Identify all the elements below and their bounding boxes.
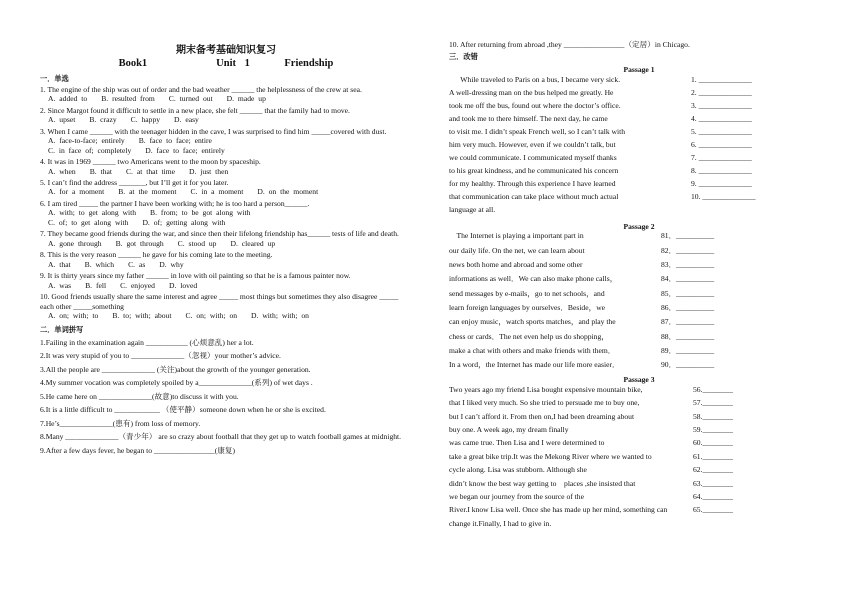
line-text: informations as well．We can also make phone calls，: [449, 274, 618, 284]
line-text: The Internet is playing a important part in: [449, 231, 584, 241]
option[interactable]: D. loved: [168, 280, 198, 290]
line-text: River.I know Lisa well. Once she has made up her mind, something can: [449, 505, 668, 515]
passage-line: [449, 303, 829, 317]
line-text: language at all.: [449, 204, 496, 214]
passage-line: [449, 519, 829, 532]
spelling-item: 8.Many ______________（青少年） are so crazy about football that they get up to watch football games at midnight.: [40, 432, 402, 442]
option[interactable]: D. with; with; on: [251, 311, 309, 321]
line-text: him very much. However, even if we couldn’t talk, but: [449, 139, 616, 149]
line-text: learn foreign languages by ourselves．Beside，we: [449, 302, 606, 312]
passage-2-title: Passage 2: [623, 221, 655, 231]
passage-3-title: Passage 3: [623, 375, 655, 385]
answer-blank[interactable]: 81．__________: [661, 231, 715, 241]
answer-blank[interactable]: 82．__________: [661, 245, 715, 255]
passage-line: [449, 166, 829, 179]
section-heading-spelling: 二．单词拼写: [40, 324, 84, 334]
line-text: took me off the bus, found out where the doctor’s office.: [449, 100, 621, 110]
spelling-item: 5.He came here on ______________(故意)to discuss it with you.: [40, 391, 239, 401]
line-text: and took me to there himself. The next day, he came: [449, 113, 608, 123]
line-text: cycle along. Lisa was stubborn. Although she: [449, 465, 587, 475]
option[interactable]: A. added to: [48, 94, 88, 104]
passage-line: [449, 127, 829, 140]
passage-line: [449, 260, 829, 274]
passage-line: [449, 205, 829, 218]
question-options: [48, 136, 412, 155]
spelling-item: 1.Failing in the examination again ___________ (心烦意乱) her a lot.: [40, 337, 254, 347]
line-text: but I can’t afford it. From then on,I had been dreaming about: [449, 411, 635, 421]
spelling-item: 2.It was very stupid of you to ______________（忽视）your mother’s advice.: [40, 351, 281, 361]
answer-blank[interactable]: 4. ______________: [691, 113, 752, 123]
option[interactable]: A. upset: [48, 115, 76, 125]
page-subtitle: Book1 Unit 1 Friendship: [118, 58, 334, 69]
option[interactable]: B. at the moment: [118, 187, 177, 197]
answer-blank[interactable]: 3. ______________: [691, 100, 752, 110]
option[interactable]: C. enjoyed: [120, 280, 155, 290]
mcq-question: [40, 292, 412, 320]
option[interactable]: A. for a moment: [48, 187, 105, 197]
question-options: [48, 187, 412, 196]
passage-line: [449, 88, 829, 101]
mcq-question: [40, 127, 412, 155]
mcq-question: [40, 178, 412, 197]
line-text: In a word，the Internet has made our life more easier．: [449, 360, 620, 370]
question-stem: 6. I am tired _____ the partner I have been working with; he is too hard a person______.: [40, 198, 310, 208]
question-stem: 9. It is thirty years since my father ______ in love with oil painting so that he is a famous painter now.: [40, 271, 351, 281]
line-text: that communication can take place without much actual: [449, 191, 619, 201]
passage-line: [449, 179, 829, 192]
answer-blank[interactable]: 90．__________: [661, 360, 715, 370]
passage-line: [449, 438, 829, 451]
option[interactable]: B. crazy: [89, 115, 117, 125]
answer-blank[interactable]: 83．__________: [661, 260, 715, 270]
option[interactable]: B. face to face; entire: [138, 136, 212, 146]
page-title: 期末备考基础知识复习: [176, 45, 276, 56]
option[interactable]: D. of; getting along with: [142, 217, 226, 227]
mcq-question: [40, 250, 412, 269]
option[interactable]: A. on; with; to: [48, 311, 99, 321]
passage-line: [449, 412, 829, 425]
line-text: send messages by e-mails，go to net schools，and: [449, 288, 605, 298]
answer-blank[interactable]: 89．__________: [661, 345, 715, 355]
question-options: [48, 311, 412, 320]
passage-line: [449, 385, 829, 398]
option[interactable]: C. as: [128, 259, 146, 269]
passage-line: [449, 505, 829, 518]
option[interactable]: D. made up: [226, 94, 266, 104]
passage-line: [449, 346, 829, 360]
option[interactable]: B. fell: [85, 280, 107, 290]
option[interactable]: A. face-to-face; entirely: [48, 136, 125, 146]
line-text: While traveled to Paris on a bus, I became very sick.: [449, 74, 621, 84]
passage-line: [449, 192, 829, 205]
answer-blank[interactable]: 65.________: [693, 505, 733, 515]
question-options: [48, 167, 412, 176]
passage-line: [449, 246, 829, 260]
line-text: A well-dressing man on the bus helped me greatly. He: [449, 87, 614, 97]
line-text: for my healthy. Through this experience I have learned: [449, 178, 616, 188]
passage-line: [449, 274, 829, 288]
answer-blank[interactable]: 9. ______________: [691, 178, 752, 188]
answer-blank[interactable]: 60.________: [693, 438, 733, 448]
spelling-item: 9.After a few days fever, he began to ________________(康复): [40, 445, 235, 455]
option[interactable]: C. in a moment: [190, 187, 244, 197]
passage-line: [449, 317, 829, 331]
passage-1: [449, 75, 829, 218]
answer-blank[interactable]: 86．__________: [661, 302, 715, 312]
mcq-list: [40, 85, 412, 321]
option[interactable]: A. when: [48, 166, 76, 176]
option[interactable]: D. on the moment: [257, 187, 319, 197]
passage-line: [449, 425, 829, 438]
answer-blank[interactable]: 8. ______________: [691, 165, 752, 175]
answer-blank[interactable]: 61.________: [693, 451, 733, 461]
spelling-item: 6.It is a little difficult to ____________ （使平静）someone down when he or she is excited.: [40, 405, 326, 415]
option[interactable]: C. of; to get along with: [48, 217, 129, 227]
spelling-item: 3.All the people are ______________ (关注)about the growth of the younger generation.: [40, 364, 311, 374]
mcq-question: [40, 85, 412, 104]
option[interactable]: A. that: [48, 259, 71, 269]
question-options: [48, 208, 412, 227]
line-text: chess or cards．The net even help us do shopping，: [449, 331, 609, 341]
answer-blank[interactable]: 5. ______________: [691, 126, 752, 136]
answer-blank[interactable]: 63.________: [693, 478, 733, 488]
answer-blank[interactable]: 84．__________: [661, 274, 715, 284]
passage-line: [449, 465, 829, 478]
question-stem: 7. They became good friends during the war, and since then their lifelong friendship has______ tests of life and death.: [40, 229, 399, 239]
passage-3: [449, 385, 829, 532]
option[interactable]: B. resulted from: [101, 94, 155, 104]
answer-blank[interactable]: 7. ______________: [691, 152, 752, 162]
passage-line: [449, 479, 829, 492]
line-text: we could communicate. I communicated myself thanks: [449, 152, 617, 162]
passage-1-title: Passage 1: [623, 65, 655, 75]
question-options: [48, 94, 412, 103]
answer-blank[interactable]: 88．__________: [661, 331, 715, 341]
spelling-list: [40, 338, 412, 455]
option[interactable]: A. with; to get along with: [48, 208, 137, 218]
line-text: to his great kindness, and he communicated his concern: [449, 165, 619, 175]
line-text: we began our journey from the source of the: [449, 492, 584, 502]
question-stem: 4. It was in 1969 ______ two Americans went to the moon by spaceship.: [40, 157, 261, 167]
option[interactable]: C. stood up: [177, 238, 217, 248]
answer-blank[interactable]: 87．__________: [661, 317, 715, 327]
option[interactable]: C. on; with; on: [185, 311, 238, 321]
question-stem: 5. I can’t find the address _______, but I’ll get it for you later.: [40, 178, 229, 187]
option[interactable]: D. just then: [189, 166, 229, 176]
passage-line: [449, 332, 829, 346]
line-text: to visit me. I didn’t speak French well, so I can’t talk with: [449, 126, 626, 136]
question-options: [48, 115, 412, 124]
passage-line: [449, 398, 829, 411]
line-text: didn’t know the best way getting to places ,she insisted that: [449, 478, 636, 488]
question-stem: 2. Since Margot found it difficult to settle in a new place, she felt ______ that the family had to move.: [40, 105, 350, 115]
question-options: [48, 260, 412, 269]
answer-blank[interactable]: 62.________: [693, 465, 733, 475]
section-heading-single-choice: 一．单选: [40, 73, 69, 83]
passage-line: [449, 289, 829, 303]
right-column: [449, 0, 829, 532]
option[interactable]: D. why: [159, 259, 184, 269]
passage-line: [449, 452, 829, 465]
question-stem: 3. When I came ______ with the teenager hidden in the cave, I was surprised to find him _____covered with dust.: [40, 126, 387, 136]
answer-blank[interactable]: 1. ______________: [691, 74, 752, 84]
left-column: [40, 0, 412, 455]
passage-line: [449, 101, 829, 114]
mcq-question: [40, 271, 412, 290]
answer-blank[interactable]: 10. ______________: [691, 191, 756, 201]
option[interactable]: B. got through: [115, 238, 164, 248]
option[interactable]: C. in face of; completely: [48, 145, 132, 155]
answer-blank[interactable]: 59.________: [693, 425, 733, 435]
question-stem: 10. Good friends usually share the same interest and agree _____ most things but sometimes they also disagree _____ each other _____something: [40, 292, 399, 311]
line-text: was came true. Then Lisa and I were determined to: [449, 438, 605, 448]
passage-line: [449, 153, 829, 166]
answer-blank[interactable]: 57.________: [693, 398, 733, 408]
option[interactable]: C. turned out: [168, 94, 213, 104]
option[interactable]: D. cleared up: [230, 238, 276, 248]
mcq-question: [40, 106, 412, 125]
question-stem: 1. The engine of the ship was out of order and the bad weather ______ the helplessness of the crew at sea.: [40, 84, 362, 94]
option[interactable]: B. which: [84, 259, 115, 269]
answer-blank[interactable]: 64.________: [693, 492, 733, 502]
passage-line: [449, 75, 829, 88]
question-options: [48, 281, 412, 290]
answer-blank[interactable]: 58.________: [693, 411, 733, 421]
passage-line: [449, 114, 829, 127]
option[interactable]: B. to; with; about: [112, 311, 172, 321]
line-text: news both home and abroad and some other: [449, 260, 583, 270]
answer-blank[interactable]: 2. ______________: [691, 87, 752, 97]
line-text: make a chat with others and make friends with them．: [449, 345, 616, 355]
line-text: our daily life. On the net, we can learn about: [449, 245, 585, 255]
option[interactable]: C. happy: [130, 115, 161, 125]
mcq-question: [40, 199, 412, 227]
option[interactable]: D. face to face; entirely: [145, 145, 225, 155]
line-text: change it.Finally, I had to give in.: [449, 518, 552, 528]
line-text: that I liked very much. So she tried to persuade me to buy one,: [449, 398, 640, 408]
passage-line: [449, 231, 829, 245]
answer-blank[interactable]: 56.________: [693, 384, 733, 394]
line-text: buy one. A week ago, my dream finally: [449, 425, 569, 435]
mcq-question: [40, 157, 412, 176]
answer-blank[interactable]: 85．__________: [661, 288, 715, 298]
mcq-question: [40, 229, 412, 248]
passage-line: [449, 140, 829, 153]
option[interactable]: C. at that time: [125, 166, 176, 176]
option[interactable]: B. from; to be got along with: [150, 208, 251, 218]
answer-blank[interactable]: 6. ______________: [691, 139, 752, 149]
question-stem: 8. This is the very reason ______ he gave for his coming late to the meeting.: [40, 250, 273, 260]
passage-2: [449, 231, 829, 374]
question-options: [48, 239, 412, 248]
section-heading-error-correction: 三．改错: [449, 52, 478, 62]
option[interactable]: A. gone through: [48, 238, 102, 248]
option[interactable]: D. easy: [174, 115, 199, 125]
passage-line: [449, 360, 829, 374]
passage-line: [449, 492, 829, 505]
option[interactable]: A. was: [48, 280, 72, 290]
spelling-item-10: 10. After returning from abroad ,they ________________（定居）in Chicago.: [449, 40, 690, 49]
spelling-item: 4.My summer vocation was completely spoiled by a______________(系列) of wet days .: [40, 378, 313, 388]
line-text: take a great bike trip.It was the Mekong River where we wanted to: [449, 451, 652, 461]
option[interactable]: B. that: [89, 166, 112, 176]
spelling-item: 7.He’s______________(患有) from loss of memory.: [40, 418, 201, 428]
line-text: can enjoy music，watch sports matches，and play the: [449, 317, 616, 327]
line-text: Two years ago my friend Lisa bought expensive mountain bike,: [449, 384, 643, 394]
